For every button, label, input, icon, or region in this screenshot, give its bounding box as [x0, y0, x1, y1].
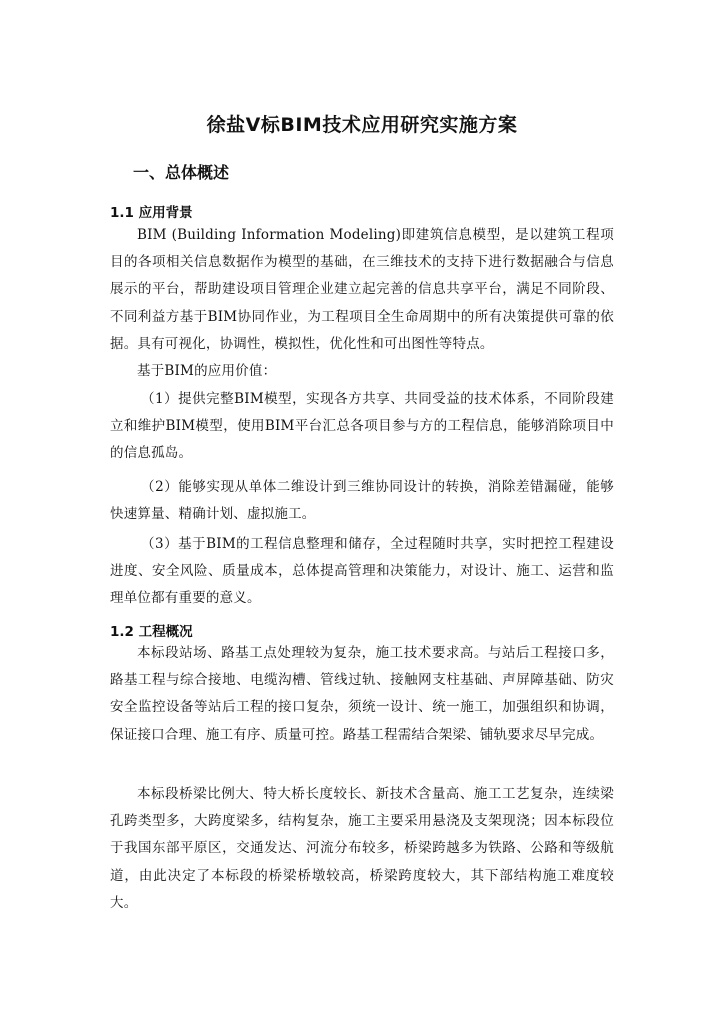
paragraph-value-item-2: （2）能够实现从单体二维设计到三维协同设计的转换，消除差错漏碰，能够快速算量、精确计划、虚拟施工。: [110, 479, 614, 523]
paragraph-subgrade-overview: 本标段站场、路基工点处理较为复杂，施工技术要求高。与站后工程接口多，路基工程与综合接地、电缆沟槽、管线过轨、接触网支柱基础、声屏障基础、防灾安全监控设备等站后工程的接口复杂，须统一设计、统一施工，加强组织和协调，保证接口合理、施工有序、质量可控。路基工程需结合架梁、铺轨要求尽早完成。: [110, 645, 614, 743]
subsection-heading-background: 1.1 应用背景: [110, 205, 193, 221]
paragraph-bim-intro: BIM (Building Information Modeling)即建筑信息模型，是以建筑工程项目的各项相关信息数据作为模型的基础，在三维技术的支持下进行数据融合与信息展示的平台，帮助建设项目管理企业建立起完善的信息共享平台，满足不同阶段、不同利益方基于BIM协同作业，为工程项目全生命周期中的所有决策提供可靠的依据。具有可视化，协调性，模拟性，优化性和可出图性等特点。: [110, 227, 614, 352]
subsection-heading-project-overview: 1.2 工程概况: [110, 624, 193, 640]
paragraph-value-item-1: （1）提供完整BIM模型，实现各方共享、共同受益的技术体系，不同阶段建立和维护BIM模型，使用BIM平台汇总各项目参与方的工程信息，能够消除项目中的信息孤岛。: [110, 391, 614, 462]
section-heading-overview: 一、总体概述: [133, 163, 230, 182]
document-title: 徐盐Ⅴ标BIM技术应用研究实施方案: [206, 114, 518, 136]
paragraph-bim-value-intro: 基于BIM的应用价值：: [137, 363, 277, 379]
paragraph-value-item-3: （3）基于BIM的工程信息整理和储存，全过程随时共享，实时把控工程建设进度、安全风险、质量成本，总体提高管理和决策能力，对设计、施工、运营和监理单位都有重要的意义。: [110, 536, 614, 607]
paragraph-bridge-overview: 本标段桥梁比例大、特大桥长度较长、新技术含量高、施工工艺复杂，连续梁孔跨类型多，大跨度梁多，结构复杂，施工主要采用悬浇及支架现浇；因本标段位于我国东部平原区，交通发达、河流分布较多，桥梁跨越多为铁路、公路和等级航道，由此决定了本标段的桥梁桥墩较高，桥梁跨度较大，其下部结构施工难度较大。: [110, 786, 614, 911]
